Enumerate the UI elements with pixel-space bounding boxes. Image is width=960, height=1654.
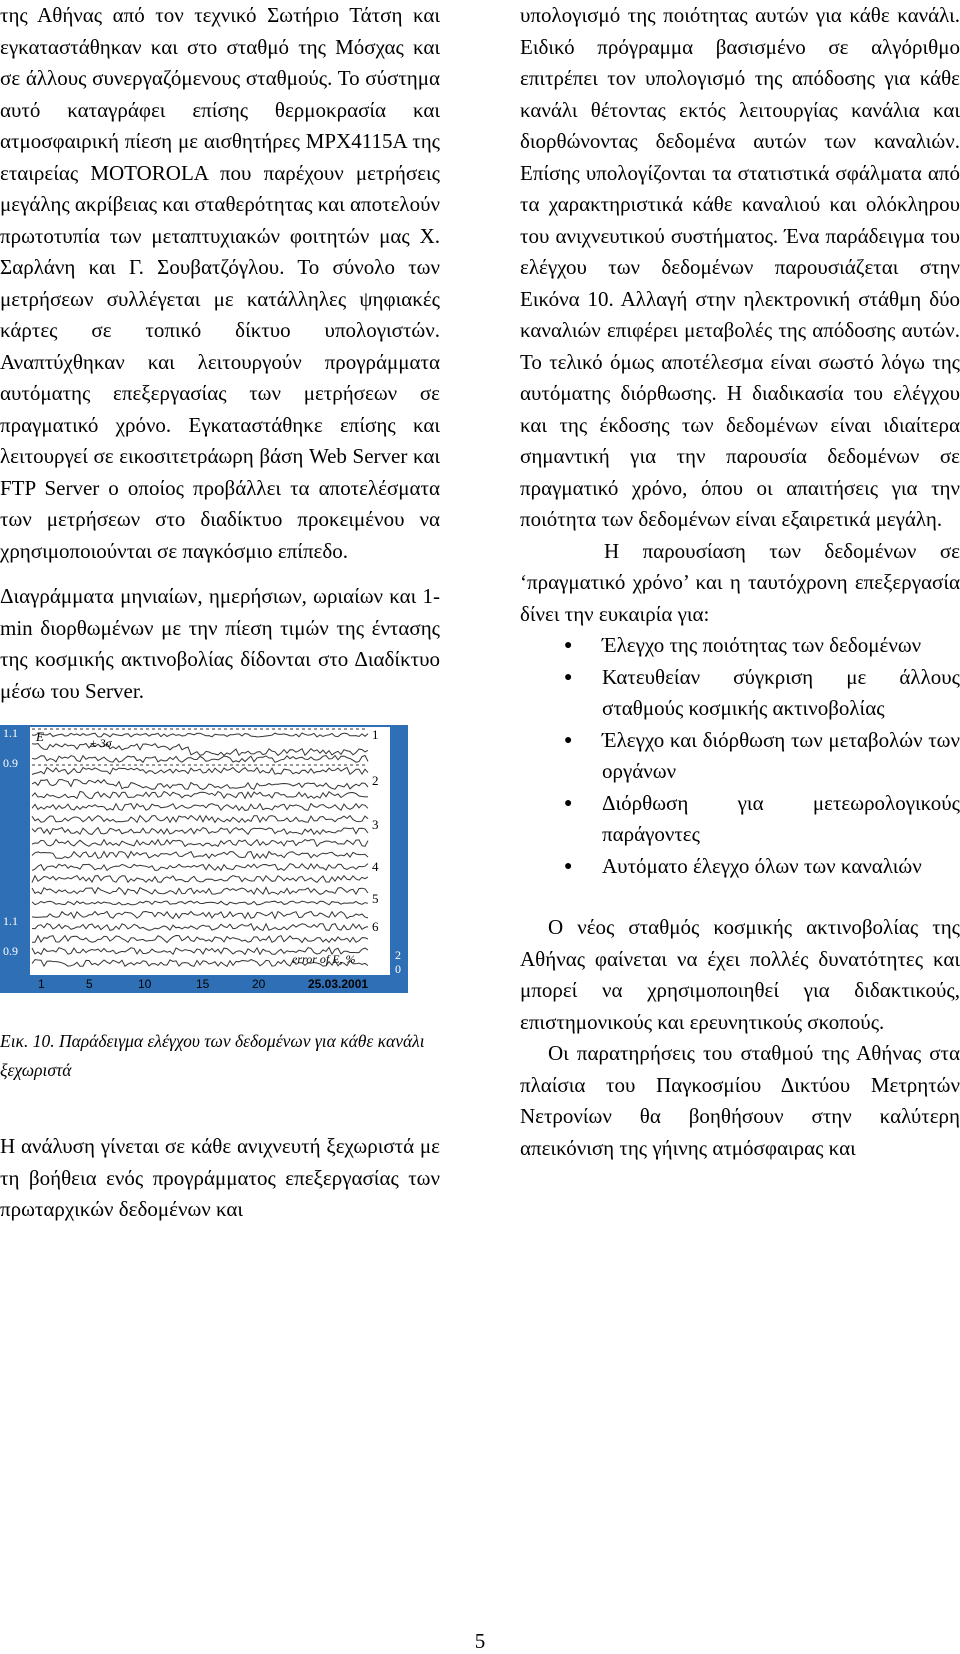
figure-date: 25.03.2001	[308, 977, 369, 991]
list-item: ● Διόρθωση για μετεωρολογικούς παράγοντες	[520, 788, 960, 851]
channel-number-5: 5	[372, 891, 379, 906]
x-tick-5: 5	[86, 977, 93, 991]
right-paragraph-3: Ο νέος σταθμός κοσμικής ακτινοβολίας της Αθήνας φαίνεται να έχει πολλές δυνατότητες και μπορεί να χρησιμοποιηθεί για διδακτικούς, επιστημονικούς και ερευνητικούς σκοπούς.	[520, 915, 960, 1034]
right-paragraph-1: υπολογισμό της ποιότητας αυτών για κάθε κανάλι. Ειδικό πρόγραμμα βασισμένο σε αλγόριθμο επιτρέπει τον υπολογισμό της απόδοσης για κάθε κανάλι θέτοντας εκτός λειτουργίας κανάλια και διορθώνοντας δεδομένα αυτών των καναλιών. Επίσης υπολογίζονται τα στατιστικά σφάλματα από τα χαρακτηριστικά κάθε καναλιού και ολόκληρου του ανιχνευτικού συστήματος. Ένα παράδειγμα του ελέγχου των δεδομένων παρουσιάζεται στην Εικόνα 10. Αλλαγή στην ηλεκτρονική στάθμη δύο καναλιών επιφέρει μεταβολές της απόδοσης αυτών. Το τελικό όμως αποτέλεσμα είναι σωστό λόγω της αυτόματης διόρθωσης. Η διαδικασία του ελέγχου και της έκδοσης των δεδομένων είναι ιδιαίτερα σημαντική για την παρουσία δεδομένων σε πραγματικό χρόνο, όπου οι απαιτήσεις για την ποιότητα των δεδομένων είναι εξαιρετικά μεγάλη.	[520, 3, 960, 531]
list-item: ● Αυτόματο έλεγχο όλων των καναλιών	[520, 851, 960, 883]
y-tick-bottom-2: 0.9	[3, 944, 18, 958]
list-item: ● Έλεγχο της ποιότητας των δεδομένων	[520, 630, 960, 662]
left-paragraph-1: της Αθήνας από τον τεχνικό Σωτήριο Τάτση και εγκαταστάθηκαν και στο σταθμό της Μόσχας και σε άλλους συνεργαζόμενους σταθμούς. Το σύστημα αυτό καταγράφει επίσης θερμοκρασία και ατμοσφαιρική πίεση με αισθητήρες MPX4115A της εταιρείας MOTOROLA που παρέχουν μετρήσεις μεγάλης ακρίβειας και σταθερότητας και αποτελούν πρωτοτυπία των μεταπτυχιακών φοιτητών μας Χ. Σαρλάνη και Γ. Σουβατζόγλου. Το σύνολο των μετρήσεων συλλέγεται με κατάλληλες ψηφιακές κάρτες σε τοπικό δίκτυο υπολογιστών. Αναπτύχθηκαν και λειτουργούν προγράμματα αυτόματης επεξεργασίας των μετρήσεων σε πραγματικό χρόνο. Εγκαταστάθηκε επίσης και λειτουργεί σε εικοσιτετράωρη βάση Web Server και FTP Server ο οποίος προβάλλει τα αποτελέσματα των μετρήσεων στο διαδίκτυο προκειμένου να χρησιμοποιούνται σε παγκόσμιο επίπεδο.	[0, 3, 440, 563]
left-paragraph-3: Η ανάλυση γίνεται σε κάθε ανιχνευτή ξεχωριστά με τη βοήθεια ενός προγράμματος επεξεργασίας των πρωταρχικών δεδομένων και	[0, 1134, 440, 1221]
x-tick-15: 15	[196, 977, 210, 991]
channel-number-3: 3	[372, 817, 379, 832]
left-paragraph-2: Διαγράμματα μηνιαίων, ημερήσιων, ωριαίων και 1-min διορθωμένων με την πίεση τιμών της έντασης της κοσμικής ακτινοβολίας δίδονται στο Διαδίκτυο μέσω του Server.	[0, 584, 440, 703]
right-tick-0: 0	[395, 962, 401, 976]
list-item: ● Κατευθείαν σύγκριση με άλλους σταθμούς κοσμικής ακτινοβολίας	[520, 662, 960, 725]
list-item: ● Έλεγχο και διόρθωση των μεταβολών των οργάνων	[520, 725, 960, 788]
y-tick-top-1: 1.1	[3, 726, 18, 740]
right-paragraph-2: Η παρουσίαση των δεδομένων σε ‘πραγματικό χρόνο’ και η ταυτόχρονη επεξεργασία δίνει την ευκαιρία για:	[520, 538, 960, 626]
figure-caption: Εικ. 10. Παράδειγμα ελέγχου των δεδομένων για κάθε κανάλι ξεχωριστά	[0, 1031, 425, 1080]
channel-number-4: 4	[372, 859, 379, 874]
figure-channel-check	[0, 725, 408, 993]
page-number: 5	[474, 1629, 486, 1653]
opportunity-list	[520, 630, 960, 882]
left-column	[0, 0, 440, 1226]
right-column	[520, 0, 960, 1164]
y-tick-bottom-1: 1.1	[3, 914, 18, 928]
label-e: E	[36, 729, 44, 744]
y-tick-top-2: 0.9	[3, 756, 18, 770]
error-label: error of E, %	[292, 952, 356, 966]
right-paragraph-4: Οι παρατηρήσεις του σταθμού της Αθήνας στα πλαίσια του Παγκοσμίου Δικτύου Μετρητών Νετρονίων θα βοηθήσουν στην καλύτερη απεικόνιση της γήινης ατμόσφαιρας και	[520, 1041, 960, 1160]
channel-number-2: 2	[372, 773, 379, 788]
channel-number-6: 6	[372, 919, 379, 934]
x-tick-20: 20	[252, 977, 266, 991]
label-sigma: ± 3σ	[90, 736, 112, 750]
channel-number-1: 1	[372, 727, 379, 742]
plot-area	[30, 727, 390, 975]
x-tick-10: 10	[138, 977, 152, 991]
right-tick-2: 2	[395, 948, 401, 962]
x-tick-1: 1	[38, 977, 45, 991]
